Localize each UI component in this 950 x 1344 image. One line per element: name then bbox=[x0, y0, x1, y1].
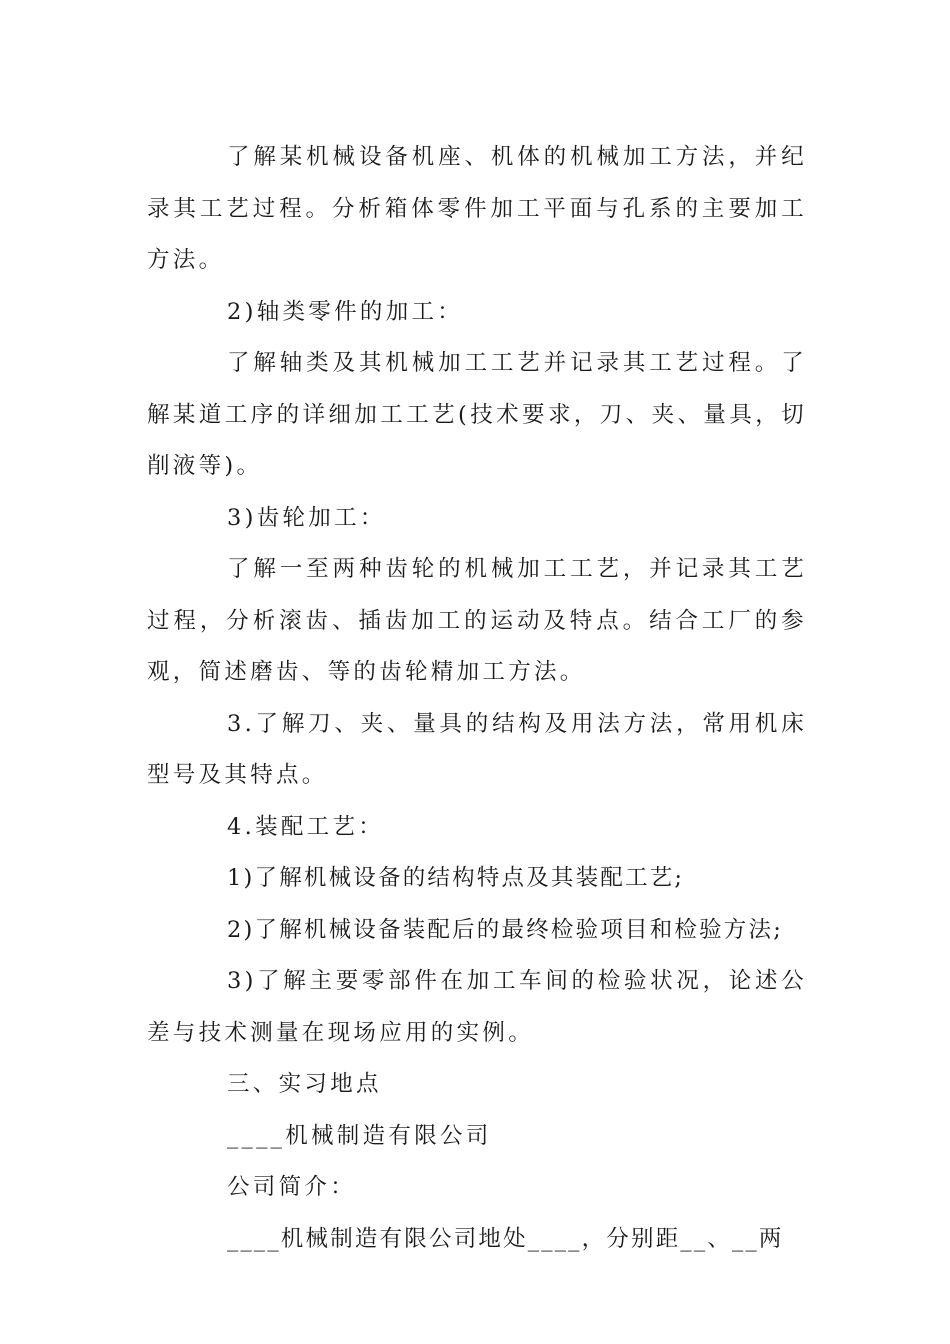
paragraph-company-intro: ____机械制造有限公司地处____，分别距__、__两 bbox=[227, 1225, 784, 1252]
list-item-assembly-2: 2)了解机械设备装配后的最终检验项目和检验方法; bbox=[227, 916, 783, 943]
document-body bbox=[147, 132, 807, 1265]
company-name: ____机械制造有限公司 bbox=[227, 1122, 492, 1149]
paragraph-shaft-parts: 了解轴类及其机械加工工艺并记录其工艺过程。了解某道工序的详细加工工艺(技术要求，刀、夹、量具，切削液等)。 bbox=[147, 350, 807, 479]
list-item-assembly-3: 3)了解主要零部件在加工车间的检验状况，论述公差与技术测量在现场应用的实例。 bbox=[147, 968, 807, 1046]
heading-shaft-parts: 2)轴类零件的加工： bbox=[227, 298, 464, 325]
list-item-assembly-1: 1)了解机械设备的结构特点及其装配工艺; bbox=[227, 865, 685, 891]
paragraph-tools-fixtures: 3.了解刀、夹、量具的结构及用法方法，常用机床型号及其特点。 bbox=[147, 710, 807, 788]
section-heading-location: 三、实习地点 bbox=[227, 1071, 382, 1097]
heading-gear-machining: 3)齿轮加工： bbox=[227, 504, 386, 531]
paragraph-gear-machining: 了解一至两种齿轮的机械加工工艺，并记录其工艺过程，分析滚齿、插齿加工的运动及特点。结合工厂的参观，简述磨齿、等的齿轮精加工方法。 bbox=[147, 556, 807, 685]
heading-company-intro: 公司简介： bbox=[227, 1174, 357, 1200]
paragraph-machining-base: 了解某机械设备机座、机体的机械加工方法，并纪录其工艺过程。分析箱体零件加工平面与孔系的主要加工方法。 bbox=[147, 144, 807, 273]
heading-assembly-process: 4.装配工艺： bbox=[227, 813, 385, 840]
